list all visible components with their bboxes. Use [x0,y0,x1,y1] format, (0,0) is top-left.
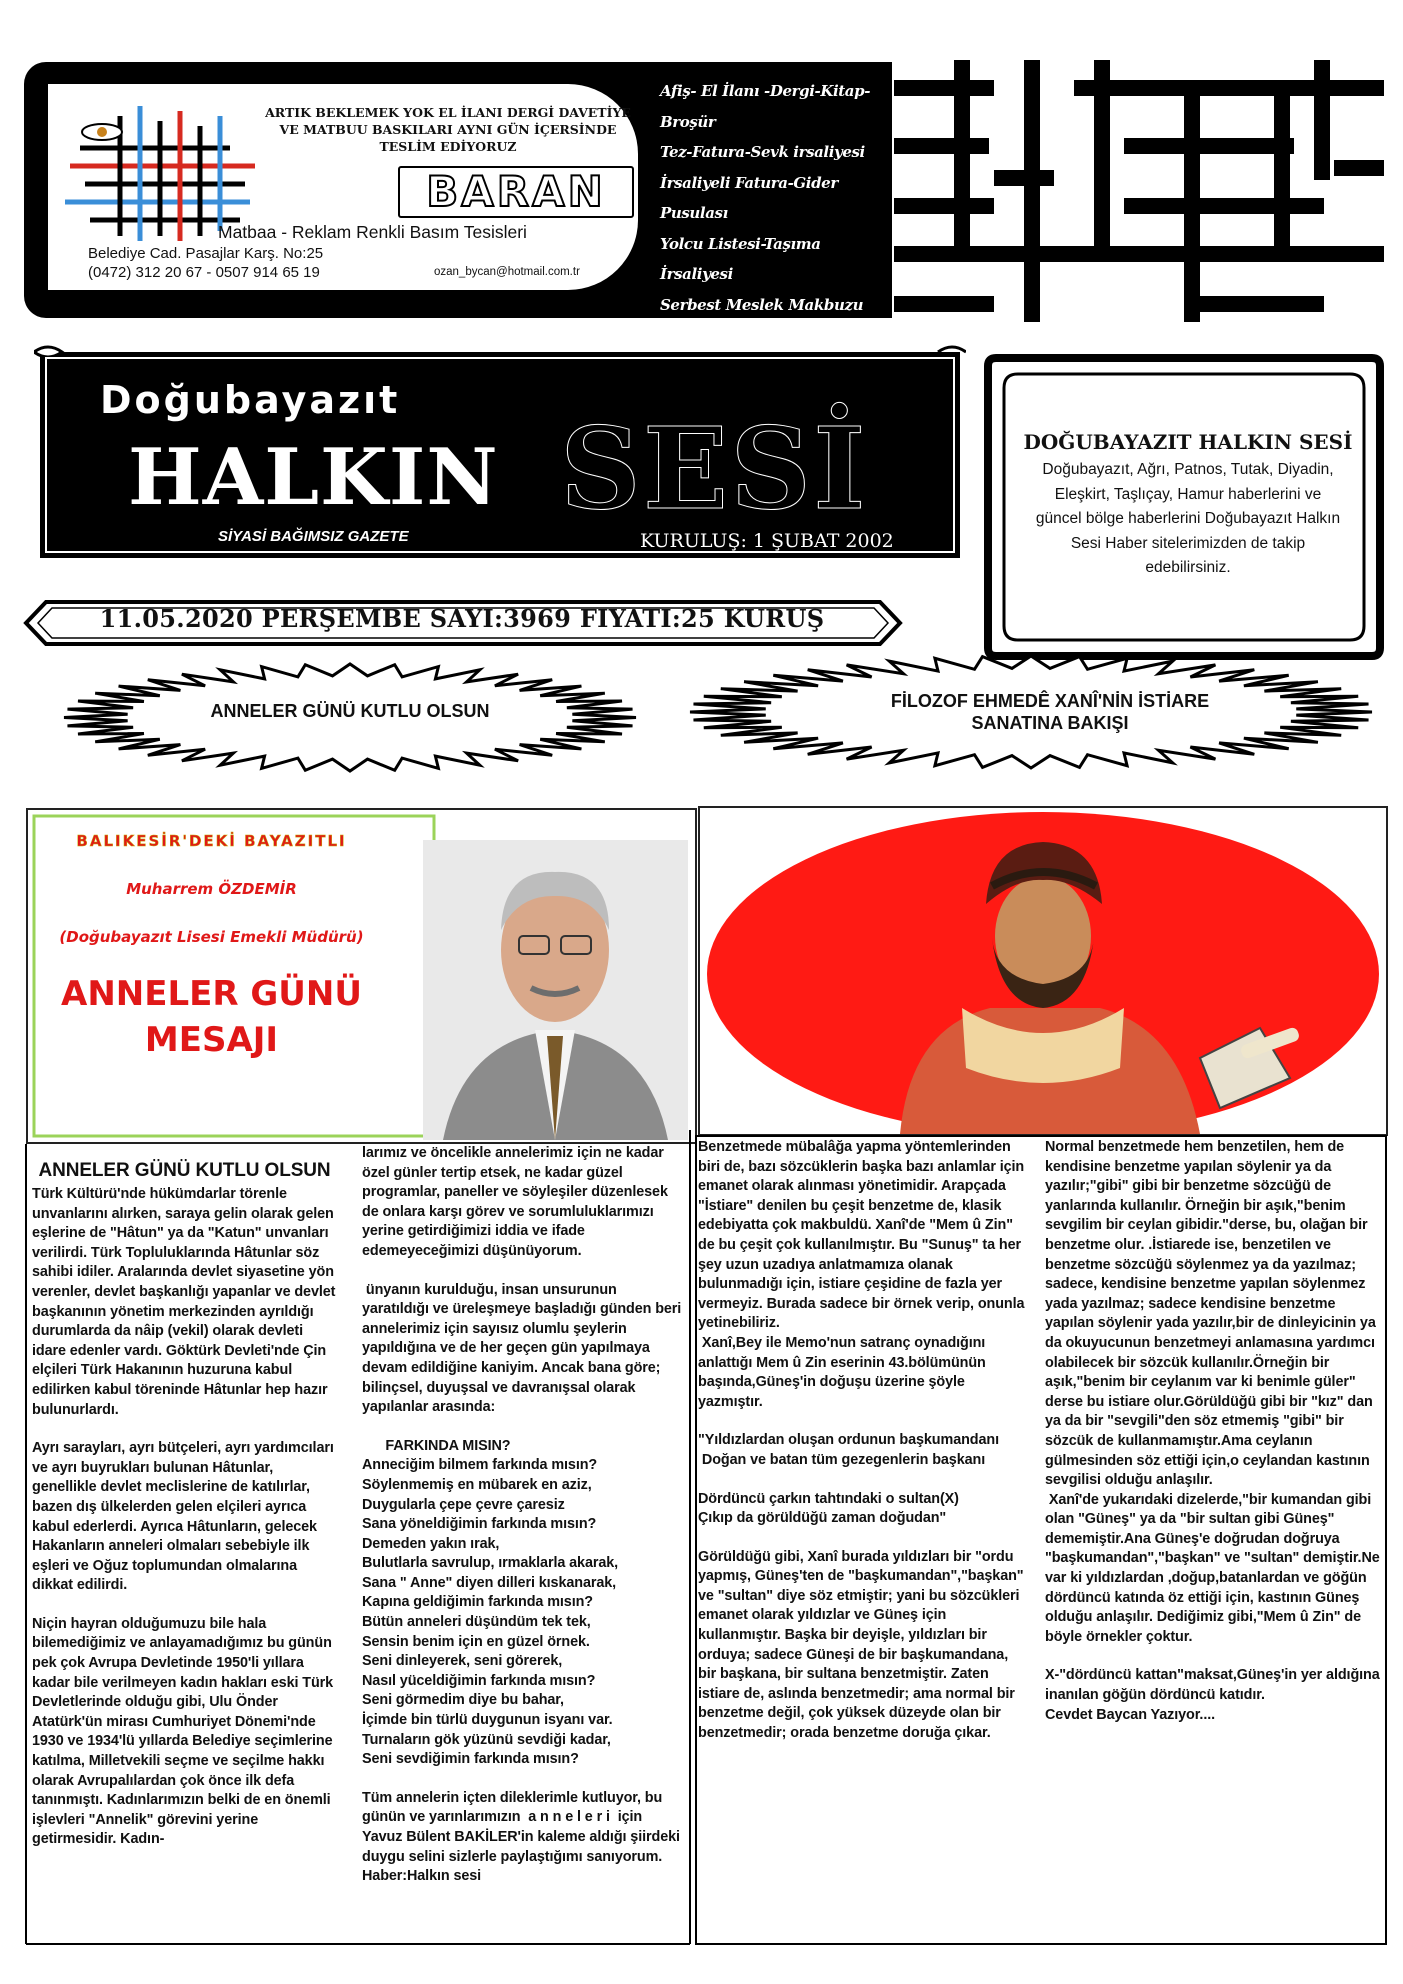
ad-address: Belediye Cad. Pasajlar Karş. No:25 [88,245,324,262]
paragraph: Benzetmede mübalâğa yapma yöntemlerinden biri de, bazı sözcüklerin başka bazı anlamlar için emanet olarak alınması yönetimidir. Arapçada "İstiare" denilen bu çeşit benzetme de, klasik edebiyatta çok makbuldü. Xanî'de "Mem û Zin" de bu çeşit çok kullanılmıştır. Bu "Sunuş" ta her şey uzun uzadıya anlatmamıza olanak bulunmadığı için, istiare çeşidine de fazla yer vermeyiz. Burada sadece bir örnek verip, onunla yetinebiliriz. Xanî,Bey ile Memo'nun satranç oynadığını anlattığı Mem û Zin eserinin 43.bölümünün başında,Güneş'in doğuşu üzerine şöyle yazmıştır. [698,1139,1025,1410]
photo-caption-2: Muharrem ÖZDEMİR [126,880,297,898]
masthead-sesi: SESİ [560,404,868,535]
ad-email: ozan_bycan@hotmail.com.tr [434,266,580,278]
ad-service-item: Serbest Meslek Makbuzu [660,295,864,314]
ad-subtitle: Matbaa - Reklam Renkli Basım Tesisleri [218,222,527,242]
ad-phone: (0472) 312 20 67 - 0507 914 65 19 [88,264,320,281]
quote: Dördüncü çarkın tahtındaki o sultan(X) Çıkıp da görüldüğü zaman doğudan" [698,1490,959,1527]
dateline: 11.05.2020 PERŞEMBE SAYI:3969 FIYATI:25 KURUŞ [99,604,825,633]
info-title: DOĞUBAYAZIT HALKIN SESİ [1023,430,1353,454]
paragraph: Ayrı sarayları, ayrı bütçeleri, ayrı yardımcıları ve ayrı buyrukları bulunan Hâtunlar, genellikle devlet meclislerine de katılırlar, bazen dış ülkelerden gelen elçileri ayrıca kabul ederlerdi. Ayrıca Hâtunların, gelecek Hakanların anneleri olmaları sebebiyle ilk eşleri ve Oğuz toplumundan olmalarına dikkat edilirdi. [32,1440,338,1594]
paragraph: ünyanın kurulduğu, insan unsurunun yaratıldığı ve üreleşmeye başladığı günden beri annelerimiz için sayısız olumlu şeylerin yapıldığına ve de her geçen gün yapılmaya devam edildiğine kaniyim. Ancak bana göre; bilinçsel, duyuşsal ve davranışsal olarak yapılanlar arasında: [362,1281,686,1416]
paragraph: Görüldüğü gibi, Xanî burada yıldızları bir "ordu yapmış, Güneş'ten de "başkumandan","başkan" ve "sultan" diye söz etmiştir; yani bu sözcükleri emanet olarak yıldızlar ve Güneş için kullanmıştır. Başka bir deyişle, yıldızları bir orduya; sadece Güneşi de bir başkumandana, bir başkana, bir sultana benzetmiştir. Zaten istiare de, aslında benzetmedir; ama normal bir benzetme değil, çok yüksek düzeyde olan bir benzetmedir; orada benzetme doruğa çıkar. [698,1548,1028,1742]
article-column-3 [698,1138,1028,1763]
quote: "Yıldızlardan oluşan ordunun başkumandanı Doğan ve batan tüm gezegenlerin başkanı [698,1432,999,1468]
photo-caption-4: ANNELER GÜNÜ [61,974,362,1014]
info-text: Doğubayazıt, Ağrı, Patnos, Tutak, Diyadin, Eleşkirt, Taşlıçay, Hamur haberlerini ve güncel bölge haberlerini Doğubayazıt Halkın Sesi Haber sitelerimizden de takip edebilirsiniz. [1035,461,1341,576]
masthead-halkin: HALKIN [128,432,499,523]
paragraph: Normal benzetmede hem benzetilen, hem de kendisine benzetme yapılan söylenir ya da yazılır;"gibi" gibi bir benzetme sözcüğü de yanlarında kullanılır. Örneğin bir aşık,"benim sevgilim bir ceylan gibidir."derse, bu, olağan bir benzetme olur. .İstiarede ise, benzetilen ve benzetme sözcüğü söylenmez ya da yazılmaz; sadece, kendisine benzetme yapılan söylenmez yada yazılmaz; sadece kendisine benzetme yapılan söylenir yada yazılır,bir de dinleyicinin ya da okuyucunun benzetmeyi anlamasına yardımcı olabilecek bir sözcük kullanılır.Örneğin bir aşık,"benim bir ceylanım var ki benimle güler" derse bu istiare olur.Görüldüğü gibi bir "kız" dan ya da bir "sevgili"den söz etmemiş "gibi" bir sözcük de kullanmamıştır.Ama ceylanın gülmesinden söz ettiği için,o ceylandan kastının sevgilisi olduğu anlaşılır. Xanî'de yukarıdaki dizelerde,"bir kumandan gibi olan "Güneş" ya da "bir sultan gibi Güneş" dememiştir.Ana Güneş'e doğrudan doğruya "başkumandan","başkan" ve "sultan" demiştir.Ne var ki yıldızlardan ,doğup,batanlardan ve göğün dördüncü katında öz ettiği için, kastının Güneş olduğu anlaşılır. Dediğimiz gibi,"Mem û Zin" de böyle örnekler çoktur. [1045,1139,1380,1645]
article-column-4 [1045,1138,1380,1744]
masthead-city: Doğubayazıt [100,378,401,422]
ad-slogan-line: ARTIK BEKLEMEK YOK EL İLANI DERGİ DAVETİYE [265,105,631,120]
paragraph: larımız ve öncelikle annelerimiz için ne kadar özel günler tertip etsek, ne kadar güzel programlar, paneller ve söyleşiler düzenlesek de onlara karşı görev ve sorumluluklarımızı yerine getirdiğimizi iddia ve ifade edemeyeceğimizi düşünüyorum. [362,1145,672,1259]
ad-service-item: Yolcu Listesi-Taşıma İrsaliyesi [660,234,821,283]
paragraph: X-"dördüncü kattan"maksat,Güneş'in yer aldığına inanılan göğün dördüncü katıdır. Cevdet Baycan Yazıyor.... [1045,1667,1380,1723]
photo-caption-3: (Doğubayazıt Lisesi Emekli Müdürü) [59,928,364,946]
photo-caption-1: BALIKESİR'DEKİ BAYAZITLI [76,832,347,850]
photo-caption-5: MESAJI [144,1020,279,1060]
paragraph: Tüm annelerin içten dileklerimle kutluyor, bu günün ve yarınlarımızın a n n e l e r i için Yavuz Bülent BAKİLER'in kaleme aldığı şiirdeki duygu selini sizlerle paylaştığımı sanıyorum. Haber:Halkın sesi [362,1789,680,1885]
ad-service-item: Düğün-Nişan-Sünnet- [660,326,836,344]
burst-headline-line: SANATINA BAKIŞI [971,713,1129,733]
ad-brand: BARAN [398,166,634,218]
article-column-2 [362,1144,686,1906]
burst-headline-left: ANNELER GÜNÜ KUTLU OLSUN [210,701,490,721]
ad-slogan-line: TESLİM EDİYORUZ [379,139,517,154]
masthead-founded: KURULUŞ: 1 ŞUBAT 2002 [640,530,894,552]
ad-slogan-line: VE MATBUU BASKILARI AYNI GÜN İÇERSİNDE [279,122,617,137]
burst-headline-line: FİLOZOF EHMEDÊ XANÎ'NİN İSTİARE [890,691,1210,711]
ad-service-item: İrsaliyeli Fatura-Gider Pusulası [660,173,838,222]
article-heading: ANNELER GÜNÜ KUTLU OLSUN [38,1160,331,1181]
article-column-1 [32,1158,340,1869]
poem: FARKINDA MISIN? Anneciğim bilmem farkında mısın? Söylenmemiş en mübarek en aziz, Duygularla çepe çevre çaresiz Sana yöneldiğimin farkında mısın? Demeden yakın ırak, Bulutlarla savrulup, ırmaklarla akarak, Sana " Anne" diyen dilleri kıskanarak, Kapına geldiğimin farkında mısın? Bütün anneleri düşündüm tek tek, Sensin benim için en güzel örnek. Seni dinleyerek, seni görerek, Nasıl yüceldiğimin farkında mısın? Seni görmedim diye bu bahar, İçimde bin türlü duygunun isyanı var. Turnaların gök yüzünü sevdiği kadar, Seni sevdiğimin farkında mısın? [362,1437,619,1768]
ad-service-item: Tez-Fatura-Sevk irsaliyesi [660,143,865,161]
paragraph: Türk Kültürü'nde hükümdarlar törenle unvanlarını alırken, saraya gelin olarak gelen eşlerine de "Hâtun" ya da "Katun" unvanları verilirdi. Türk Topluluklarında Hâtunlar söz sahibi idiler. Aralarında devlet siyasetine yön verenler, devlet başkanlığı yapanlar ve devlet başkanının yönetim merkezinden ayrıldığı durumlarda da nâip (vekil) olarak devleti idare edenler vardı. Göktürk Devleti'nde Çin elçileri Türk Hakanının huzuruna kabul edilirken kabul töreninde Hâtunlar hep hazır bulunurlardı. [32,1186,340,1418]
paragraph: Niçin hayran olduğumuzu bile hala bilemediğimiz ve anlayamadığımız bu günün pek çok Avrupa Devletinde 1950'li yıllara kadar bile verilmeyen kadın hakları eski Türk Devletlerinde olduğu gibi, Ulu Önder Atatürk'ün mirası Cumhuriyet Dönemi'nde 1930 ve 1934'lü yıllarda Belediye seçimlerine katılma, Milletvekili seçme ve seçilme hakkı olarak Avrupalılardan çok önce ilk defa tanınmıştı. Kadınlarımızın belki de en önemli işlevleri "Annelik" görevini yerine getirmesidir. Kadın- [32,1615,337,1848]
ad-service-item: Afiş- El İlanı -Dergi-Kitap-Broşür [660,82,871,131]
masthead-tagline: SİYASİ BAĞIMSIZ GAZETE [218,528,409,545]
